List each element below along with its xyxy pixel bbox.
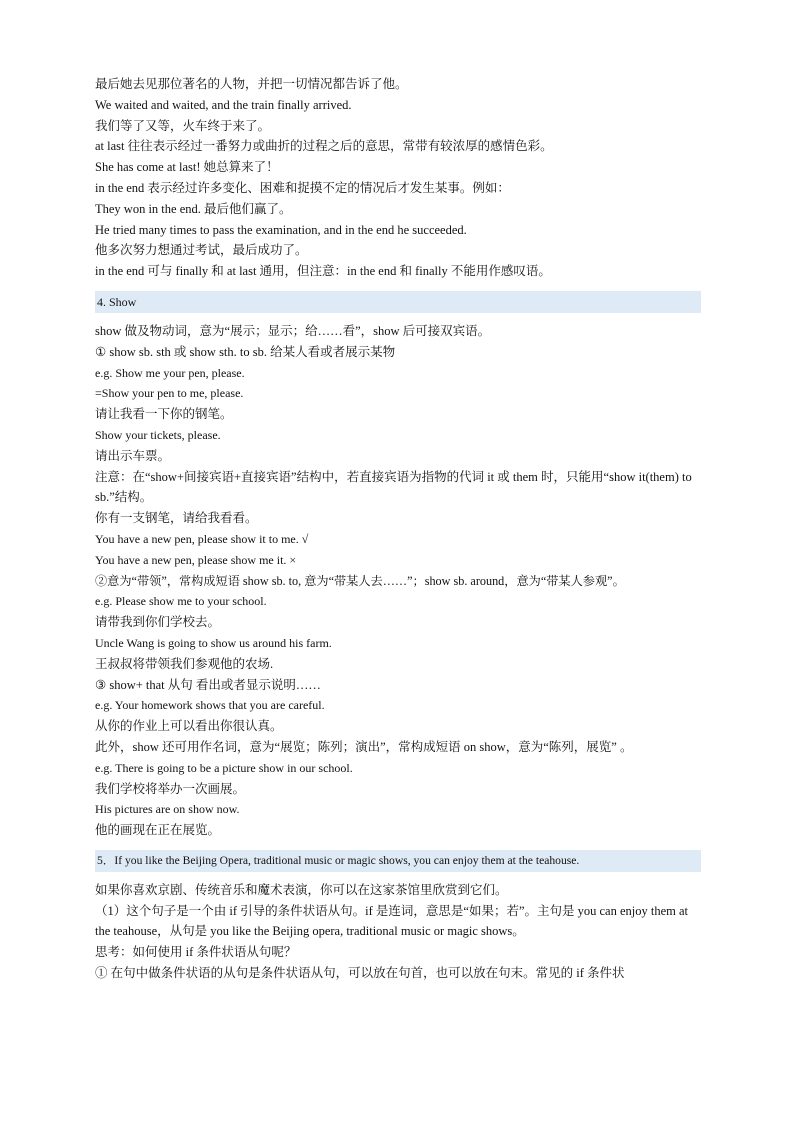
text-line: 他的画现在正在展览。 xyxy=(95,823,221,838)
text-line: You have a new pen, please show it to me. √ xyxy=(95,531,309,546)
text-line: 此外，show 还可用作名词，意为“展览；陈列；演出”，常构成短语 on show，意为“陈列，展览” 。 xyxy=(95,739,633,754)
text-line: e.g. Your homework shows that you are careful. xyxy=(95,698,325,713)
text-line: ① show sb. sth 或 show sth. to sb. 给某人看或者展示某物 xyxy=(95,344,396,359)
text-line: 请让我看一下你的钢笔。 xyxy=(95,407,233,422)
text-line: show 做及物动词，意为“展示；显示；给……看”，show 后可接双宾语。 xyxy=(95,323,491,338)
text-line: 注意：在“show+间接宾语+直接宾语”结构中，若直接宾语为指物的代词 it 或 them 时，只能用“show it(them) to sb.”结构。 xyxy=(95,469,692,505)
document-page xyxy=(95,74,701,984)
text-line: at last 往往表示经过一番努力或曲折的过程之后的意思，常带有较浓厚的感情色彩。 xyxy=(95,139,553,154)
text-line: e.g. Show me your pen, please. xyxy=(95,365,245,380)
text-line: ②意为“带领”，常构成短语 show sb. to, 意为“带某人去……”；show sb. around，意为“带某人参观”。 xyxy=(95,573,625,588)
text-line: You have a new pen, please show me it. × xyxy=(95,552,297,567)
text-line: 从你的作业上可以看出你很认真。 xyxy=(95,719,283,734)
text-line: 最后她去见那位著名的人物，并把一切情况都告诉了他。 xyxy=(95,77,408,91)
text-line: 如果你喜欢京剧、传统音乐和魔术表演，你可以在这家茶馆里欣赏到它们。 xyxy=(95,882,508,897)
text-line: 请带我到你们学校去。 xyxy=(95,615,221,630)
text-line: ③ show+ that 从句 看出或者显示说明…… xyxy=(95,677,321,692)
block-show xyxy=(95,321,701,841)
text-line: Show your tickets, please. xyxy=(95,427,221,442)
text-line: =Show your pen to me, please. xyxy=(95,386,244,401)
text-line: 他多次努力想通过考试，最后成功了。 xyxy=(95,243,308,258)
text-line: They won in the end. 最后他们赢了。 xyxy=(95,201,292,216)
text-line: Uncle Wang is going to show us around his farm. xyxy=(95,635,332,650)
text-line: 你有一支钢笔，请给我看看。 xyxy=(95,511,258,526)
section-heading-show: 4. Show xyxy=(95,291,701,313)
text-line: 我们学校将举办一次画展。 xyxy=(95,781,246,796)
text-line: （1）这个句子是一个由 if 引导的条件状语从句。if 是连词，意思是“如果；若”。主句是 you can enjoy them at the teahouse，从句是 you like the Beijing opera, traditional music or magic shows。 xyxy=(95,903,689,939)
text-line: He tried many times to pass the examination, and in the end he succeeded. xyxy=(95,222,467,237)
text-line: in the end 可与 finally 和 at last 通用，但注意：in the end 和 finally 不能用作感叹语。 xyxy=(95,264,551,279)
text-line: ① 在句中做条件状语的从句是条件状语从句，可以放在句首，也可以放在句末。常见的 if 条件状 xyxy=(95,966,625,981)
text-line: 王叔叔将带领我们参观他的农场. xyxy=(95,656,274,671)
text-line: e.g. Please show me to your school. xyxy=(95,594,267,609)
text-line: She has come at last! 她总算来了！ xyxy=(95,160,279,175)
text-line: 请出示车票。 xyxy=(95,448,171,463)
text-line: 我们等了又等，火车终于来了。 xyxy=(95,118,271,133)
text-line: His pictures are on show now. xyxy=(95,802,240,817)
text-line: e.g. There is going to be a picture show in our school. xyxy=(95,760,353,775)
section-heading-if-clause: 5．If you like the Beijing Opera, traditional music or magic shows, you can enjoy them at the teahouse. xyxy=(95,850,701,872)
block-if-clause xyxy=(95,880,701,984)
block-at-last-in-the-end xyxy=(95,74,701,282)
text-line: We waited and waited, and the train finally arrived. xyxy=(95,97,352,112)
text-line: 思考：如何使用 if 条件状语从句呢？ xyxy=(95,945,297,960)
text-line: in the end 表示经过许多变化、困难和捉摸不定的情况后才发生某事。例如： xyxy=(95,180,510,195)
